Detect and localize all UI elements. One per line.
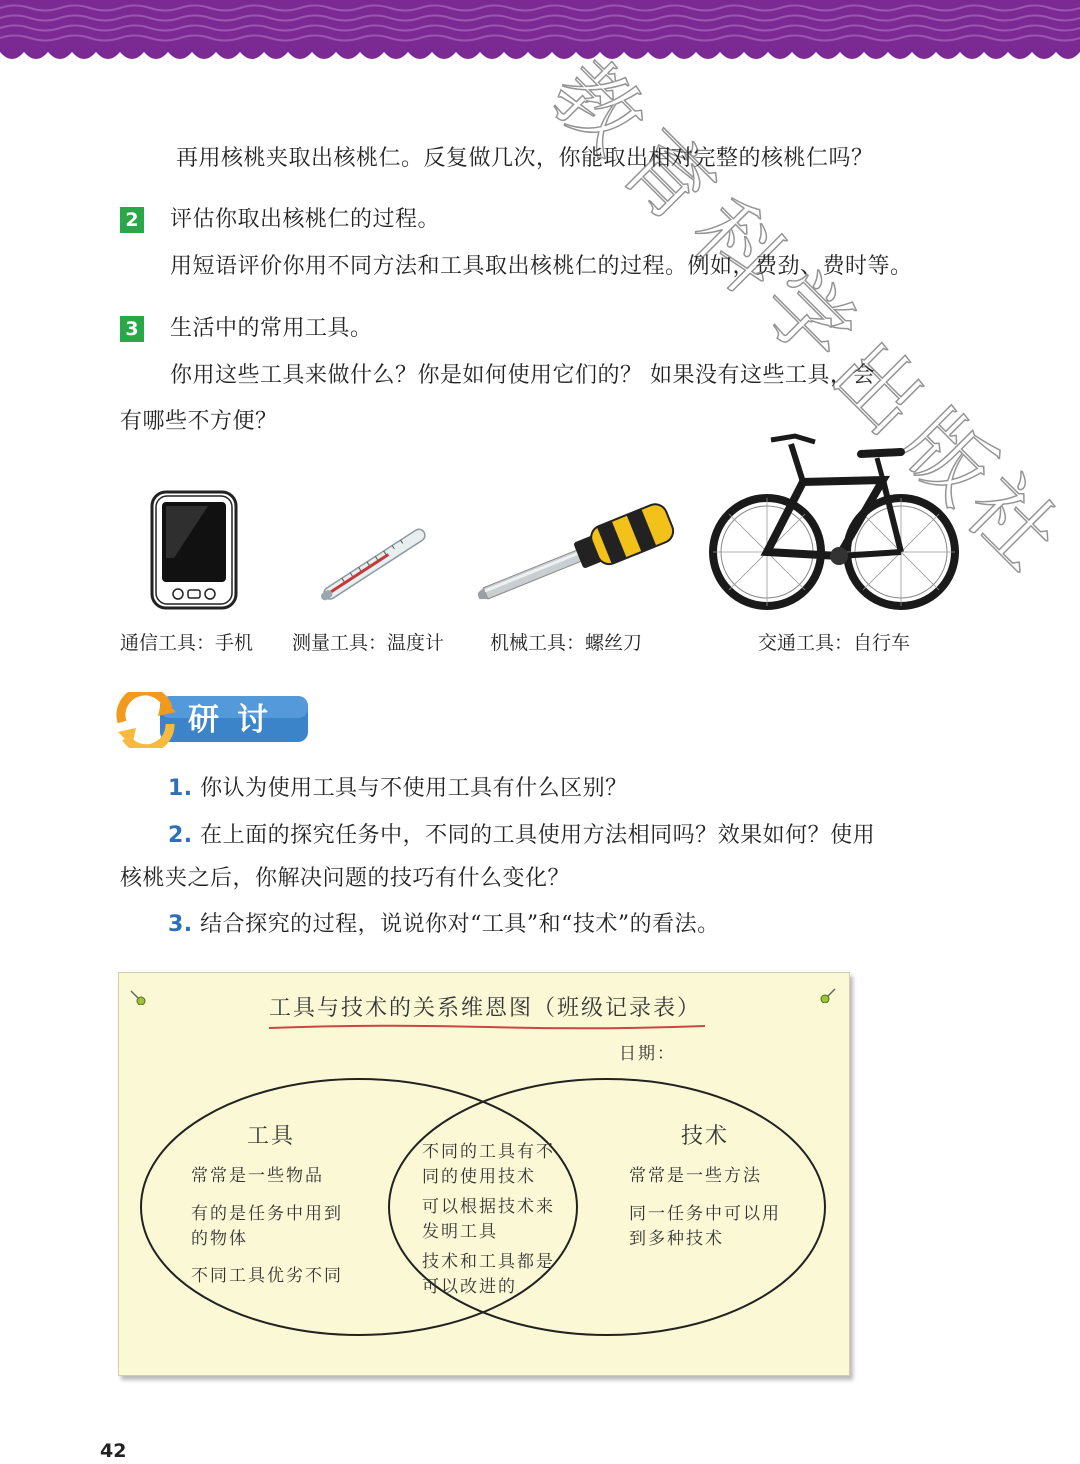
intro-paragraph: 再用核桃夹取出核桃仁。反复做几次，你能取出相对完整的核桃仁吗？ bbox=[176, 146, 874, 171]
venn-right-item: 到多种技术 bbox=[629, 1229, 724, 1249]
venn-middle-item: 发明工具 bbox=[422, 1222, 498, 1242]
watermark-char: 学 bbox=[741, 251, 874, 384]
watermark-char: 社 bbox=[946, 456, 1079, 589]
question-number: 3. bbox=[168, 912, 193, 937]
page-number: 42 bbox=[100, 1440, 127, 1462]
question-2-continued: 核桃夹之后，你解决问题的技巧有什么变化？ bbox=[120, 866, 571, 891]
step2-title: 评估你取出核桃仁的过程。 bbox=[170, 207, 441, 232]
watermark-char: 版 bbox=[881, 391, 1014, 524]
venn-left-item: 常常是一些物品 bbox=[191, 1166, 324, 1186]
discussion-label: 研讨 bbox=[188, 702, 286, 738]
venn-middle-item: 不同的工具有不 bbox=[422, 1142, 555, 1162]
watermark-char: 出 bbox=[811, 321, 944, 454]
venn-middle-item: 技术和工具都是 bbox=[422, 1252, 555, 1272]
venn-left-item: 有的是任务中用到 bbox=[191, 1204, 343, 1224]
venn-title: 工具与技术的关系维恩图（班级记录表） bbox=[269, 996, 702, 1021]
venn-right-item: 同一任务中可以用 bbox=[629, 1204, 781, 1224]
question-1 bbox=[168, 774, 628, 804]
question-2 bbox=[168, 821, 875, 851]
step2-body: 用短语评价你用不同方法和工具取出核桃仁的过程。例如，费劲、费时等。 bbox=[170, 254, 913, 279]
watermark-char: 育 bbox=[601, 111, 734, 244]
venn-diagram-board bbox=[118, 972, 850, 1376]
watermark-char: 科 bbox=[671, 181, 804, 314]
venn-middle-item: 可以改进的 bbox=[422, 1277, 517, 1297]
step3-body-line1: 你用这些工具来做什么？你是如何使用它们的？ 如果没有这些工具，会 bbox=[170, 363, 875, 388]
venn-left-item: 的物体 bbox=[191, 1229, 248, 1249]
screwdriver-icon bbox=[478, 500, 678, 610]
bicycle-icon bbox=[705, 422, 960, 617]
top-wavy-band bbox=[0, 0, 1080, 70]
thermometer-icon bbox=[310, 520, 440, 610]
watermark-char: 教 bbox=[531, 41, 664, 174]
tool-caption: 机械工具：螺丝刀 bbox=[490, 632, 643, 654]
phone-icon bbox=[148, 488, 240, 612]
tool-caption: 交通工具：自行车 bbox=[758, 632, 911, 654]
question-text: 在上面的探究任务中，不同的工具使用方法相同吗？效果如何？使用 bbox=[200, 823, 876, 848]
question-text: 你认为使用工具与不使用工具有什么区别？ bbox=[200, 776, 628, 801]
venn-middle-item: 同的使用技术 bbox=[422, 1167, 536, 1187]
question-3 bbox=[168, 910, 720, 940]
question-number: 1. bbox=[168, 776, 193, 801]
venn-left-item: 不同工具优劣不同 bbox=[191, 1266, 343, 1286]
step-number-badge: 3 bbox=[120, 316, 144, 342]
step-number-badge: 2 bbox=[120, 207, 144, 233]
venn-right-item: 常常是一些方法 bbox=[629, 1166, 762, 1186]
venn-right-title: 技术 bbox=[681, 1124, 730, 1149]
venn-left-title: 工具 bbox=[247, 1124, 296, 1149]
question-text: 结合探究的过程，说说你对“工具”和“技术”的看法。 bbox=[200, 912, 720, 937]
question-number: 2. bbox=[168, 823, 193, 848]
date-label: 日期： bbox=[619, 1044, 676, 1064]
tool-caption: 测量工具：温度计 bbox=[292, 632, 445, 654]
tool-caption: 通信工具：手机 bbox=[120, 632, 254, 654]
venn-middle-item: 可以根据技术来 bbox=[422, 1197, 555, 1217]
step3-body-line2: 有哪些不方便？ bbox=[120, 409, 278, 434]
step3-title: 生活中的常用工具。 bbox=[170, 316, 373, 341]
